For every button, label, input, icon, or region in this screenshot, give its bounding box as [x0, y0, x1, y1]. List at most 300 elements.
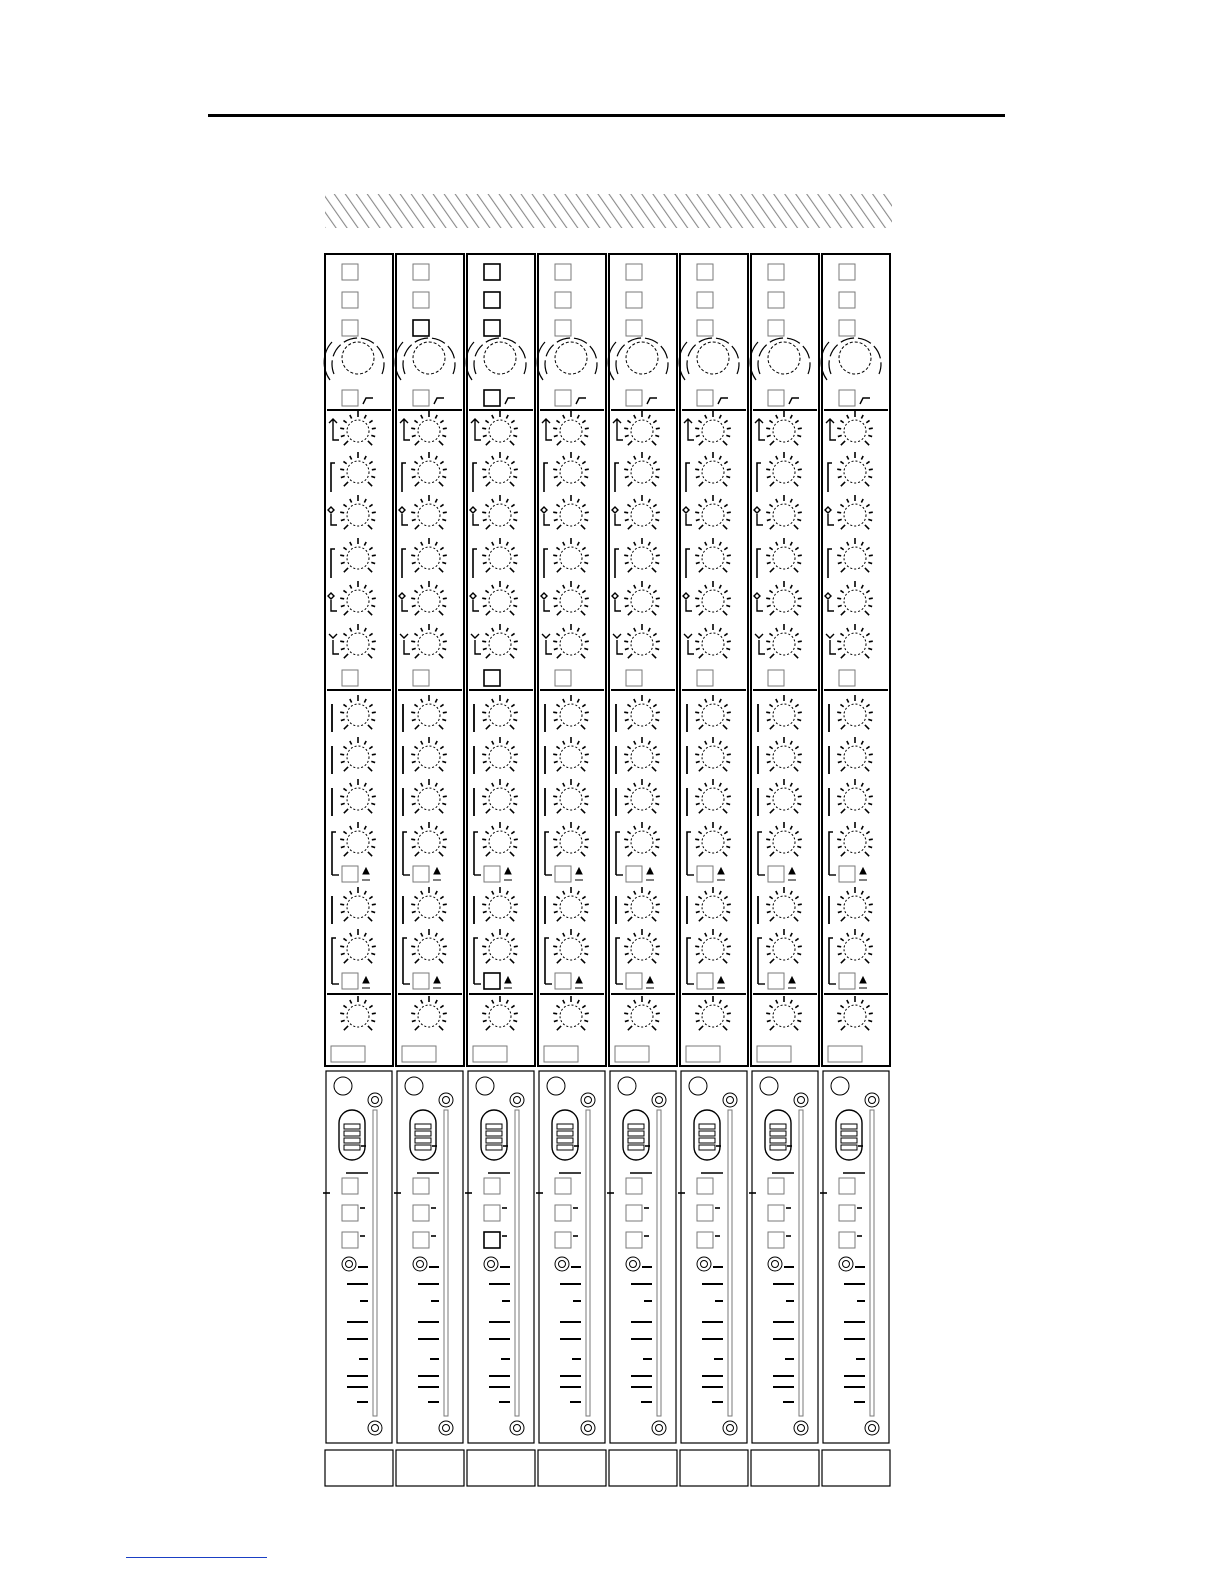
channel-panel [467, 254, 535, 1066]
channel-strip [607, 254, 677, 1486]
input-select-button[interactable] [342, 292, 358, 308]
input-select-button[interactable] [697, 264, 713, 280]
input-select-button[interactable] [555, 264, 571, 280]
eq-knob[interactable] [695, 538, 731, 572]
aux-send-knob[interactable] [553, 737, 589, 771]
aux-pre-button[interactable] [839, 973, 855, 989]
lo-mid-eq-bracket [402, 549, 406, 578]
mid-freq-bracket [470, 507, 479, 525]
aux-send-knob[interactable] [837, 695, 873, 729]
scribble-strip[interactable] [822, 1450, 890, 1486]
fader-bottom-screw-icon [581, 1421, 595, 1435]
pre-post-icon [788, 868, 796, 880]
input-select-button[interactable] [484, 292, 500, 308]
eq-knob[interactable] [482, 495, 518, 529]
input-select-button[interactable] [697, 292, 713, 308]
aux-send-knob[interactable] [482, 737, 518, 771]
aux-send-knob[interactable] [695, 929, 731, 963]
aux-pre-button[interactable] [839, 866, 855, 882]
pan-knob[interactable] [482, 996, 518, 1030]
pre-post-icon [646, 977, 654, 988]
gain-knob[interactable] [821, 338, 881, 380]
high-pass-filter-icon [576, 398, 586, 404]
pan-knob[interactable] [411, 996, 447, 1030]
aux-send-knob[interactable] [482, 929, 518, 963]
gain-knob[interactable] [750, 338, 810, 380]
eq-knob[interactable] [553, 581, 589, 615]
aux-send-knob[interactable] [766, 737, 802, 771]
aux-send-knob[interactable] [482, 695, 518, 729]
eq-knob[interactable] [695, 624, 731, 658]
fader-track[interactable] [728, 1110, 732, 1416]
aux-send-knob[interactable] [340, 737, 376, 771]
low-eq-bracket [542, 634, 552, 654]
eq-knob[interactable] [553, 411, 589, 445]
eq-knob[interactable] [482, 538, 518, 572]
aux-send-knob[interactable] [837, 887, 873, 921]
eq-knob[interactable] [553, 538, 589, 572]
eq-knob[interactable] [837, 495, 873, 529]
channel-panel [396, 254, 464, 1066]
assign-button[interactable] [413, 1232, 429, 1248]
eq-knob[interactable] [553, 624, 589, 658]
input-select-button[interactable] [839, 264, 855, 280]
mid-freq-bracket [612, 507, 621, 525]
signal-led-icon [839, 1257, 853, 1271]
lo-mid-freq-bracket [612, 593, 621, 611]
high-pass-filter-icon [860, 398, 870, 404]
eq-knob[interactable] [482, 581, 518, 615]
gain-knob[interactable] [679, 338, 739, 380]
peak-led-icon [405, 1077, 423, 1095]
high-eq-bracket [613, 419, 623, 440]
low-cut-button[interactable] [839, 390, 855, 406]
input-select-button[interactable] [555, 292, 571, 308]
aux-pre-button[interactable] [626, 973, 642, 989]
fader-track[interactable] [870, 1110, 874, 1416]
aux-pre-button[interactable] [342, 973, 358, 989]
mute-button[interactable] [626, 1178, 642, 1194]
fader-top-screw-icon [581, 1093, 595, 1107]
level-meter-icon [765, 1110, 792, 1160]
low-eq-bracket [400, 634, 410, 654]
fader-top-screw-icon [652, 1093, 666, 1107]
aux-send-knob[interactable] [411, 822, 447, 856]
gain-knob[interactable] [466, 338, 526, 380]
signal-led-icon [413, 1257, 427, 1271]
pre-post-icon [859, 868, 867, 880]
solo-button[interactable] [626, 1205, 642, 1221]
aux-pre-bracket [616, 938, 620, 984]
aux-send-knob[interactable] [482, 822, 518, 856]
aux-send-knob[interactable] [411, 887, 447, 921]
eq-knob[interactable] [340, 624, 376, 658]
aux-pre-button[interactable] [342, 866, 358, 882]
aux-pre-bracket [403, 938, 407, 984]
signal-led-icon [342, 1257, 356, 1271]
aux-send-knob[interactable] [340, 779, 376, 813]
aux-pre-button[interactable] [413, 866, 429, 882]
level-meter-icon [552, 1110, 579, 1160]
pre-post-icon [575, 868, 583, 880]
eq-knob[interactable] [837, 624, 873, 658]
input-select-button[interactable] [413, 320, 429, 336]
low-eq-bracket [613, 634, 623, 654]
mid-eq-bracket [686, 463, 690, 492]
low-cut-button[interactable] [626, 390, 642, 406]
aux-send-knob[interactable] [624, 695, 660, 729]
eq-knob[interactable] [411, 495, 447, 529]
input-select-button[interactable] [626, 320, 642, 336]
aux-send-knob[interactable] [837, 779, 873, 813]
aux-pre-button[interactable] [626, 866, 642, 882]
aux-send-knob[interactable] [695, 887, 731, 921]
aux-send-knob[interactable] [837, 822, 873, 856]
assign-button[interactable] [768, 1232, 784, 1248]
input-select-button[interactable] [839, 292, 855, 308]
aux-pre-button[interactable] [697, 866, 713, 882]
gain-knob[interactable] [537, 338, 597, 380]
fader-track[interactable] [444, 1110, 448, 1416]
channel-label-box [473, 1046, 507, 1062]
aux-pre-bracket [616, 832, 620, 875]
input-select-button[interactable] [413, 292, 429, 308]
aux-send-knob[interactable] [482, 887, 518, 921]
eq-knob[interactable] [624, 538, 660, 572]
aux-send-knob[interactable] [766, 779, 802, 813]
input-select-button[interactable] [342, 320, 358, 336]
scribble-strip[interactable] [396, 1450, 464, 1486]
fader-top-screw-icon [865, 1093, 879, 1107]
scribble-strip[interactable] [325, 1450, 393, 1486]
aux-send-knob[interactable] [340, 929, 376, 963]
low-cut-button[interactable] [342, 390, 358, 406]
fader-top-screw-icon [510, 1093, 524, 1107]
eq-knob[interactable] [766, 495, 802, 529]
eq-knob[interactable] [766, 624, 802, 658]
fader-track[interactable] [657, 1110, 661, 1416]
mute-button[interactable] [413, 1178, 429, 1194]
solo-button[interactable] [555, 1205, 571, 1221]
input-select-button[interactable] [413, 264, 429, 280]
aux-send-knob[interactable] [837, 929, 873, 963]
aux-pre-button[interactable] [697, 973, 713, 989]
eq-knob[interactable] [837, 452, 873, 486]
aux-send-knob[interactable] [340, 887, 376, 921]
eq-knob[interactable] [482, 452, 518, 486]
fader-bottom-screw-icon [510, 1421, 524, 1435]
eq-knob[interactable] [766, 411, 802, 445]
lo-mid-freq-bracket [328, 593, 337, 611]
assign-button[interactable] [484, 1232, 500, 1248]
fader-track[interactable] [373, 1110, 377, 1416]
input-select-button[interactable] [768, 264, 784, 280]
input-select-button[interactable] [484, 264, 500, 280]
aux-send-knob[interactable] [411, 737, 447, 771]
aux-pre-button[interactable] [555, 866, 571, 882]
aux-send-knob[interactable] [695, 779, 731, 813]
high-eq-bracket [826, 419, 836, 440]
low-eq-bracket [329, 634, 339, 654]
fader-track[interactable] [586, 1110, 590, 1416]
pre-post-icon [788, 977, 796, 988]
input-select-button[interactable] [626, 292, 642, 308]
assign-button[interactable] [697, 1232, 713, 1248]
channel-strip [820, 254, 890, 1486]
channel-panel [609, 254, 677, 1066]
low-cut-button[interactable] [413, 390, 429, 406]
fader-bottom-screw-icon [439, 1421, 453, 1435]
gain-knob[interactable] [608, 338, 668, 380]
pan-knob[interactable] [837, 996, 873, 1030]
aux-pre-bracket [829, 832, 833, 875]
mute-button[interactable] [839, 1178, 855, 1194]
mid-eq-bracket [544, 463, 548, 492]
channel-label-box [402, 1046, 436, 1062]
eq-knob[interactable] [624, 581, 660, 615]
solo-button[interactable] [342, 1205, 358, 1221]
aux-send-knob[interactable] [624, 929, 660, 963]
low-cut-button[interactable] [697, 390, 713, 406]
high-pass-filter-icon [789, 398, 799, 404]
eq-in-button[interactable] [555, 670, 571, 686]
aux-pre-bracket [474, 832, 478, 875]
aux-pre-bracket [829, 938, 833, 984]
eq-in-button[interactable] [839, 670, 855, 686]
assign-button[interactable] [839, 1232, 855, 1248]
low-cut-button[interactable] [484, 390, 500, 406]
eq-knob[interactable] [340, 581, 376, 615]
input-select-button[interactable] [484, 320, 500, 336]
input-select-button[interactable] [768, 292, 784, 308]
gain-knob[interactable] [395, 338, 455, 380]
channel-strip [749, 254, 819, 1486]
pan-knob[interactable] [553, 996, 589, 1030]
mute-button[interactable] [768, 1178, 784, 1194]
pre-post-icon [646, 868, 654, 880]
footer-link-rule [126, 1557, 267, 1558]
fader-top-screw-icon [368, 1093, 382, 1107]
lo-mid-eq-bracket [828, 549, 832, 578]
aux-send-knob[interactable] [624, 779, 660, 813]
assign-button[interactable] [342, 1232, 358, 1248]
fader-top-screw-icon [439, 1093, 453, 1107]
aux-send-knob[interactable] [553, 695, 589, 729]
channel-strips [323, 254, 890, 1486]
mute-button[interactable] [484, 1178, 500, 1194]
eq-knob[interactable] [695, 411, 731, 445]
aux-send-knob[interactable] [553, 929, 589, 963]
aux-send-knob[interactable] [553, 887, 589, 921]
aux-send-knob[interactable] [340, 695, 376, 729]
aux-pre-button[interactable] [555, 973, 571, 989]
eq-in-button[interactable] [342, 670, 358, 686]
low-cut-button[interactable] [768, 390, 784, 406]
eq-knob[interactable] [340, 495, 376, 529]
aux-send-knob[interactable] [837, 737, 873, 771]
input-select-button[interactable] [626, 264, 642, 280]
low-cut-button[interactable] [555, 390, 571, 406]
channel-panel [751, 254, 819, 1066]
eq-knob[interactable] [624, 452, 660, 486]
low-eq-bracket [826, 634, 836, 654]
scribble-strip[interactable] [609, 1450, 677, 1486]
input-select-button[interactable] [342, 264, 358, 280]
high-pass-filter-icon [434, 398, 444, 404]
scribble-strip[interactable] [538, 1450, 606, 1486]
channel-panel [680, 254, 748, 1066]
mid-eq-bracket [331, 463, 335, 492]
aux-pre-button[interactable] [484, 866, 500, 882]
aux-send-knob[interactable] [766, 929, 802, 963]
scribble-strip[interactable] [680, 1450, 748, 1486]
aux-pre-bracket [687, 938, 691, 984]
lo-mid-freq-bracket [825, 593, 834, 611]
solo-button[interactable] [697, 1205, 713, 1221]
aux-send-knob[interactable] [766, 695, 802, 729]
eq-knob[interactable] [411, 538, 447, 572]
aux-send-knob[interactable] [624, 737, 660, 771]
eq-knob[interactable] [340, 411, 376, 445]
pre-post-icon [717, 977, 725, 988]
lo-mid-freq-bracket [754, 593, 763, 611]
eq-knob[interactable] [695, 452, 731, 486]
eq-knob[interactable] [837, 581, 873, 615]
fader-bottom-screw-icon [794, 1421, 808, 1435]
mid-freq-bracket [683, 507, 692, 525]
eq-knob[interactable] [624, 495, 660, 529]
gain-knob[interactable] [324, 338, 384, 380]
aux-send-knob[interactable] [695, 822, 731, 856]
eq-in-button[interactable] [413, 670, 429, 686]
lo-mid-eq-bracket [615, 549, 619, 578]
scribble-strip[interactable] [467, 1450, 535, 1486]
signal-led-icon [697, 1257, 711, 1271]
high-eq-bracket [684, 419, 694, 440]
eq-in-button[interactable] [484, 670, 500, 686]
pan-knob[interactable] [340, 996, 376, 1030]
mute-button[interactable] [555, 1178, 571, 1194]
assign-button[interactable] [555, 1232, 571, 1248]
assign-button[interactable] [626, 1232, 642, 1248]
aux-send-knob[interactable] [340, 822, 376, 856]
aux-send-knob[interactable] [411, 695, 447, 729]
input-select-button[interactable] [768, 320, 784, 336]
solo-button[interactable] [413, 1205, 429, 1221]
high-pass-filter-icon [718, 398, 728, 404]
signal-led-icon [484, 1257, 498, 1271]
fader-bottom-screw-icon [652, 1421, 666, 1435]
eq-knob[interactable] [624, 411, 660, 445]
aux-send-knob[interactable] [411, 929, 447, 963]
low-eq-bracket [471, 634, 481, 654]
eq-knob[interactable] [624, 624, 660, 658]
eq-knob[interactable] [340, 538, 376, 572]
eq-knob[interactable] [837, 411, 873, 445]
pan-knob[interactable] [624, 996, 660, 1030]
eq-knob[interactable] [766, 581, 802, 615]
channel-panel [822, 254, 890, 1066]
input-select-button[interactable] [839, 320, 855, 336]
pre-post-icon [433, 868, 441, 880]
eq-in-button[interactable] [697, 670, 713, 686]
eq-knob[interactable] [411, 581, 447, 615]
level-meter-icon [694, 1110, 721, 1160]
eq-knob[interactable] [411, 452, 447, 486]
pre-post-icon [362, 977, 370, 988]
eq-knob[interactable] [766, 452, 802, 486]
pre-post-icon [575, 977, 583, 988]
signal-led-icon [555, 1257, 569, 1271]
aux-send-knob[interactable] [695, 737, 731, 771]
eq-knob[interactable] [553, 452, 589, 486]
aux-send-knob[interactable] [553, 779, 589, 813]
eq-in-button[interactable] [768, 670, 784, 686]
aux-pre-button[interactable] [484, 973, 500, 989]
high-eq-bracket [329, 419, 339, 440]
aux-pre-bracket [474, 938, 478, 984]
aux-pre-button[interactable] [768, 973, 784, 989]
fader-track[interactable] [515, 1110, 519, 1416]
high-eq-bracket [400, 419, 410, 440]
channel-label-box [828, 1046, 862, 1062]
eq-knob[interactable] [837, 538, 873, 572]
pan-knob[interactable] [766, 996, 802, 1030]
eq-knob[interactable] [695, 495, 731, 529]
input-select-button[interactable] [697, 320, 713, 336]
solo-button[interactable] [768, 1205, 784, 1221]
fader-track[interactable] [799, 1110, 803, 1416]
aux-send-knob[interactable] [411, 779, 447, 813]
aux-send-knob[interactable] [766, 887, 802, 921]
aux-send-knob[interactable] [553, 822, 589, 856]
channel-strip [678, 254, 748, 1486]
aux-send-knob[interactable] [482, 779, 518, 813]
eq-in-button[interactable] [626, 670, 642, 686]
aux-pre-button[interactable] [768, 866, 784, 882]
solo-button[interactable] [839, 1205, 855, 1221]
high-pass-filter-icon [505, 398, 515, 404]
aux-send-knob[interactable] [624, 822, 660, 856]
scribble-strip[interactable] [751, 1450, 819, 1486]
aux-send-knob[interactable] [695, 695, 731, 729]
eq-knob[interactable] [553, 495, 589, 529]
peak-led-icon [831, 1077, 849, 1095]
lo-mid-eq-bracket [757, 549, 761, 578]
pan-knob[interactable] [695, 996, 731, 1030]
eq-knob[interactable] [482, 411, 518, 445]
solo-button[interactable] [484, 1205, 500, 1221]
eq-knob[interactable] [340, 452, 376, 486]
mute-button[interactable] [342, 1178, 358, 1194]
eq-knob[interactable] [411, 411, 447, 445]
eq-knob[interactable] [766, 538, 802, 572]
aux-pre-bracket [758, 938, 762, 984]
high-eq-bracket [471, 419, 481, 440]
eq-knob[interactable] [695, 581, 731, 615]
aux-send-knob[interactable] [766, 822, 802, 856]
aux-send-knob[interactable] [624, 887, 660, 921]
high-eq-bracket [542, 419, 552, 440]
low-eq-bracket [684, 634, 694, 654]
eq-knob[interactable] [411, 624, 447, 658]
eq-knob[interactable] [482, 624, 518, 658]
peak-led-icon [618, 1077, 636, 1095]
mute-button[interactable] [697, 1178, 713, 1194]
mid-freq-bracket [399, 507, 408, 525]
aux-pre-button[interactable] [413, 973, 429, 989]
input-select-button[interactable] [555, 320, 571, 336]
